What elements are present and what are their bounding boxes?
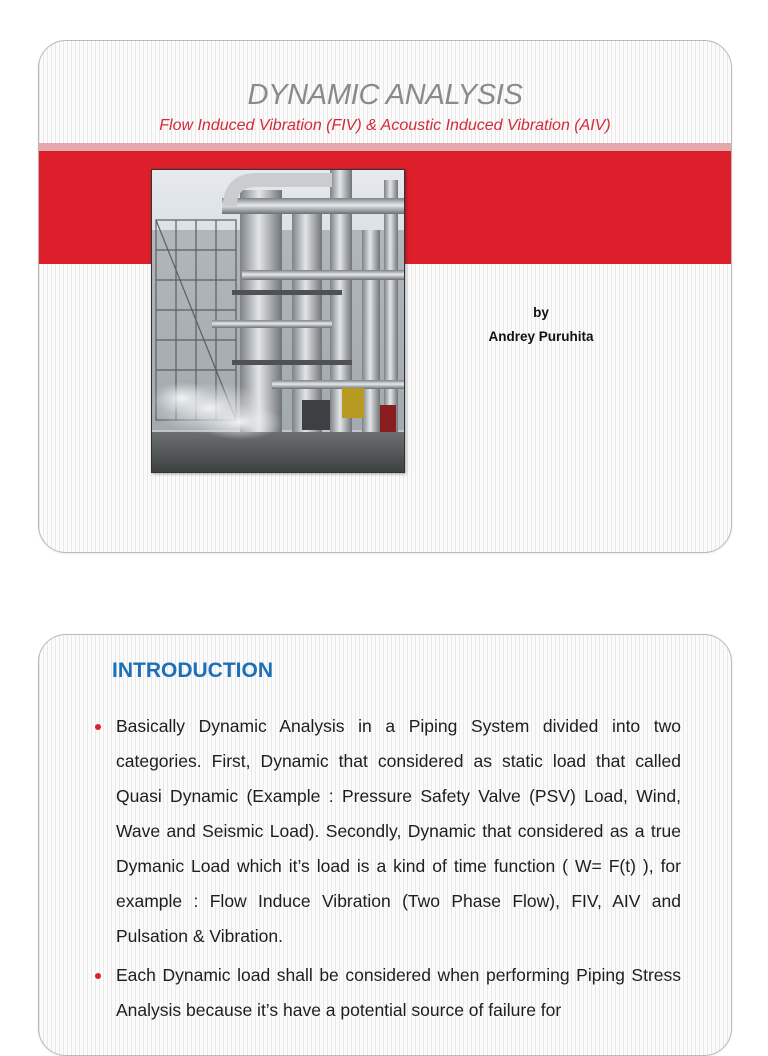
- bullet-text: Each Dynamic load shall be considered when performing Piping Stress Analysis because it’s have a potential source of failure for: [116, 965, 681, 1020]
- industrial-plant-photo: [151, 169, 405, 473]
- accent-band-light: [39, 143, 731, 151]
- author-name: Andrey Puruhita: [488, 329, 594, 344]
- introduction-slide: [38, 634, 732, 1056]
- bullet-text: Basically Dynamic Analysis in a Piping System divided into two categories. First, Dynamic that considered as static load that called Quasi Dynamic (Example : Pressure Safety Valve (PSV) Load, Wind, Wave and Seismic Load). Secondly, Dynamic that considered as a true Dymanic Load which it’s load is a kind of time function ( W= F(t) ), for example : Flow Induce Vibration (Two Phase Flow), FIV, AIV and Pulsation & Vibration.: [116, 716, 681, 946]
- slide-title: DYNAMIC ANALYSIS: [247, 79, 523, 111]
- bullet-item: [89, 709, 681, 954]
- by-label: by: [533, 305, 549, 320]
- author-block: [441, 301, 641, 349]
- bullet-list: [89, 709, 681, 1032]
- section-heading: INTRODUCTION: [112, 659, 273, 682]
- slide-subtitle: Flow Induced Vibration (FIV) & Acoustic Induced Vibration (AIV): [159, 117, 611, 134]
- bullet-dot-icon: [95, 724, 101, 730]
- bullet-item: [89, 958, 681, 1028]
- title-slide: [38, 40, 732, 553]
- bullet-dot-icon: [95, 973, 101, 979]
